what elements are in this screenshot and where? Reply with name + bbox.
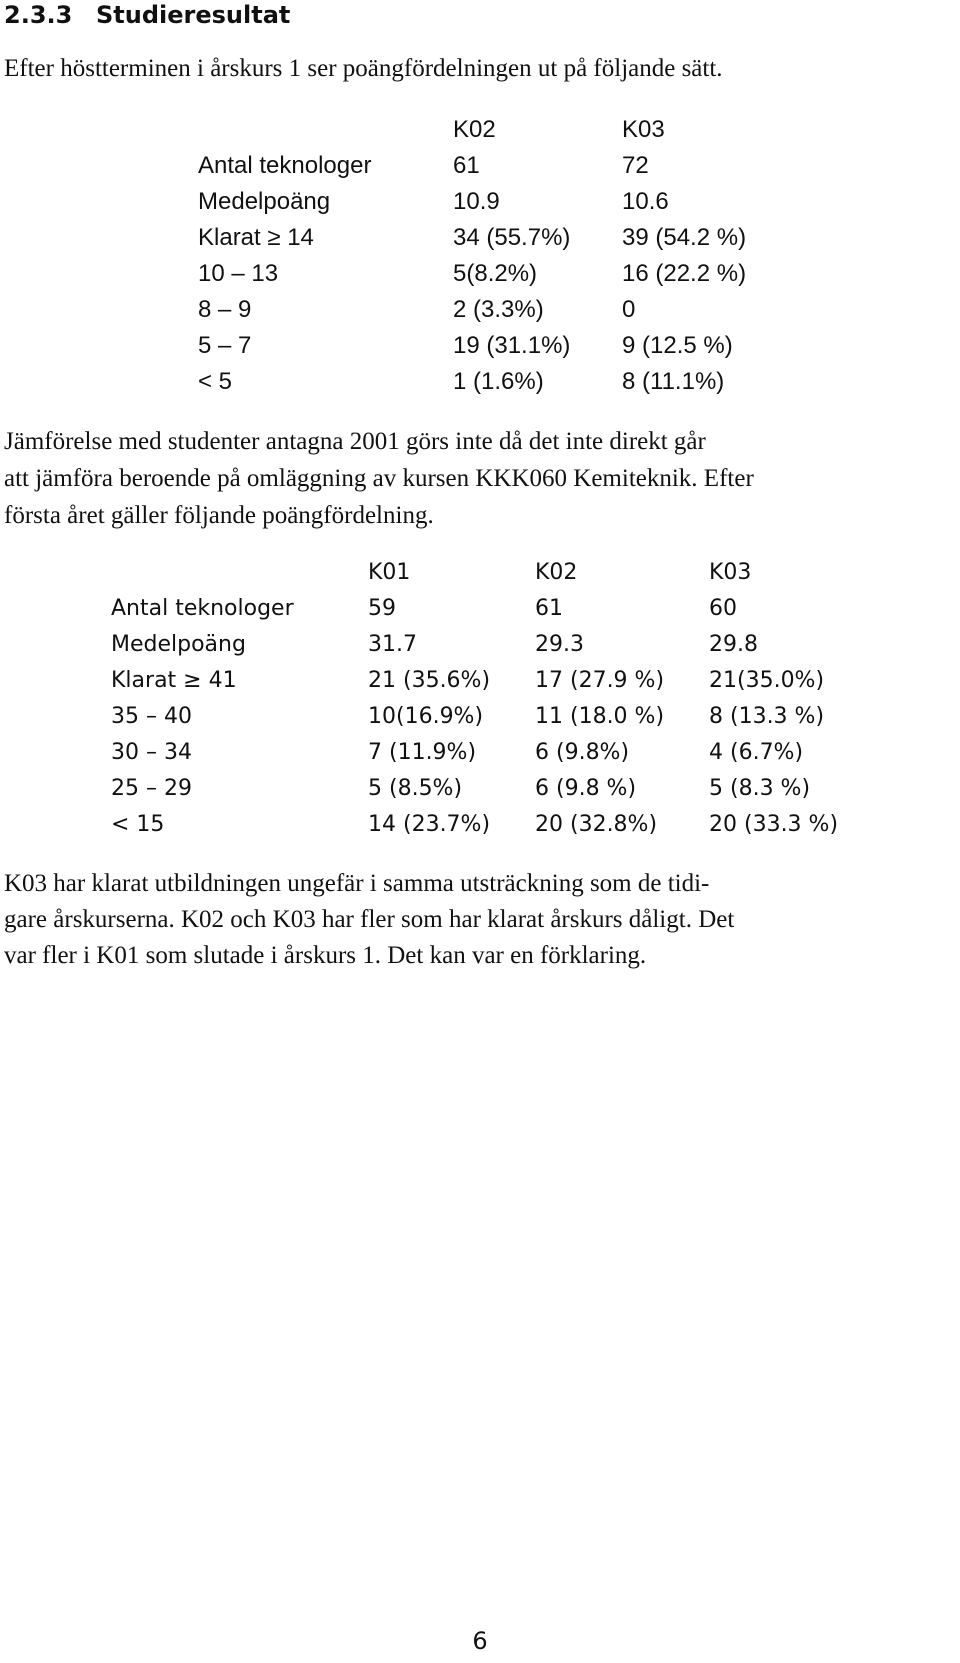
table-cell: 5(8.2%): [453, 260, 538, 287]
table-cell: 34 (55.7%): [453, 224, 571, 251]
table-cell: 39 (54.2 %): [622, 224, 747, 251]
closing-paragraph-line-1: K03 har klarat utbildningen ungefär i samma utsträckning som de tidi-: [4, 870, 710, 897]
table-cell: 14 (23.7%): [368, 812, 491, 837]
table-cell: 11 (18.0 %): [535, 704, 665, 729]
table-cell: 5 (8.5%): [368, 776, 463, 801]
table-cell: 7 (11.9%): [368, 740, 477, 765]
table-cell: 0: [622, 296, 636, 323]
row-label: 8 – 9: [198, 296, 252, 323]
row-label: Klarat ≥ 41: [111, 668, 237, 693]
row-label: Antal teknologer: [111, 596, 294, 621]
table-cell: 9 (12.5 %): [622, 332, 733, 359]
table-cell: 61: [535, 596, 563, 621]
table-cell: 19 (31.1%): [453, 332, 571, 359]
row-label: 25 – 29: [111, 776, 192, 801]
table-cell: 4 (6.7%): [709, 740, 804, 765]
row-label: Medelpoäng: [198, 188, 331, 215]
table-cell: 21(35.0%): [709, 668, 825, 693]
section-title: Studieresultat: [96, 1, 291, 29]
table-cell: 17 (27.9 %): [535, 668, 665, 693]
section-heading: [4, 0, 290, 30]
table-cell: 21 (35.6%): [368, 668, 491, 693]
table-cell: 10(16.9%): [368, 704, 484, 729]
column-header-k02: K02: [535, 560, 578, 585]
row-label: Medelpoäng: [111, 632, 246, 657]
table-cell: 2 (3.3%): [453, 296, 544, 323]
row-label: 10 – 13: [198, 260, 279, 287]
intro-paragraph: Efter höstterminen i årskurs 1 ser poängfördelningen ut på följande sätt.: [4, 55, 723, 82]
row-label: 35 – 40: [111, 704, 192, 729]
table-cell: 29.8: [709, 632, 758, 657]
table-cell: 72: [622, 152, 649, 179]
table-cell: 16 (22.2 %): [622, 260, 747, 287]
table-cell: 10.6: [622, 188, 669, 215]
middle-paragraph-line-1: Jämförelse med studenter antagna 2001 görs inte då det inte direkt går: [4, 428, 706, 455]
row-label: Klarat ≥ 14: [198, 224, 314, 251]
table-cell: 60: [709, 596, 737, 621]
table-cell: 5 (8.3 %): [709, 776, 811, 801]
table-cell: 29.3: [535, 632, 584, 657]
column-header-k02: K02: [453, 116, 496, 143]
table-cell: 10.9: [453, 188, 500, 215]
row-label: 30 – 34: [111, 740, 192, 765]
table-cell: 20 (32.8%): [535, 812, 658, 837]
column-header-k01: K01: [368, 560, 411, 585]
table-cell: 6 (9.8 %): [535, 776, 637, 801]
row-label: 5 – 7: [198, 332, 252, 359]
column-header-k03: K03: [709, 560, 752, 585]
table-cell: 8 (13.3 %): [709, 704, 825, 729]
row-label: < 15: [111, 812, 165, 837]
column-header-k03: K03: [622, 116, 665, 143]
table-cell: 59: [368, 596, 396, 621]
table-cell: 61: [453, 152, 480, 179]
table-cell: 6 (9.8%): [535, 740, 630, 765]
table-cell: 8 (11.1%): [622, 368, 725, 395]
table-cell: 31.7: [368, 632, 417, 657]
closing-paragraph-line-2: gare årskurserna. K02 och K03 har fler som har klarat årskurs dåligt. Det: [4, 906, 735, 933]
middle-paragraph-line-2: att jämföra beroende på omläggning av kursen KKK060 Kemiteknik. Efter: [4, 465, 754, 492]
table-cell: 1 (1.6%): [453, 368, 544, 395]
section-number: 2.3.3: [4, 1, 73, 29]
closing-paragraph-line-3: var fler i K01 som slutade i årskurs 1. Det kan var en förklaring.: [4, 942, 647, 969]
page-number: 6: [472, 1627, 488, 1655]
middle-paragraph-line-3: första året gäller följande poängfördelning.: [4, 502, 434, 529]
table-cell: 20 (33.3 %): [709, 812, 839, 837]
row-label: Antal teknologer: [198, 152, 372, 179]
row-label: < 5: [198, 368, 233, 395]
